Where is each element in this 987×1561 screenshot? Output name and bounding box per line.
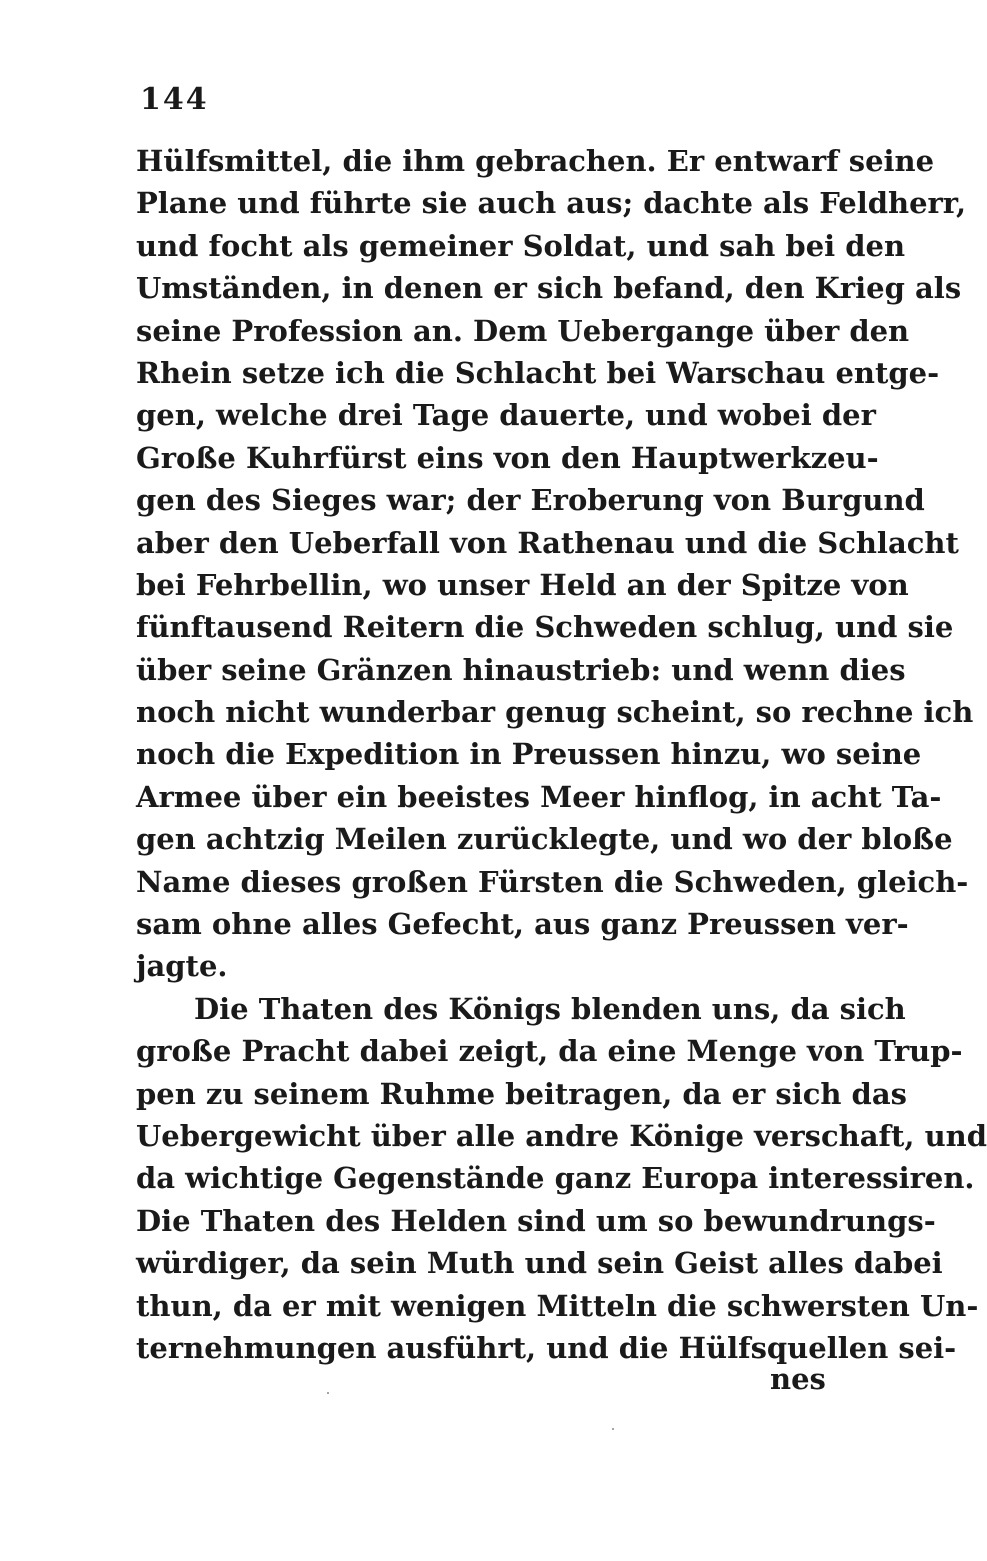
text-line: Plane und führte sie auch aus; dachte als Feldherr, bbox=[136, 186, 967, 221]
paper-speck bbox=[327, 1392, 329, 1394]
text-line: gen achtzig Meilen zurücklegte, und wo der bloße bbox=[136, 822, 953, 857]
text-line: und focht als gemeiner Soldat, und sah bei den bbox=[136, 228, 906, 263]
paragraph-end-line: jagte. bbox=[136, 949, 228, 984]
text-line: bei Fehrbellin, wo unser Held an der Spitze von bbox=[136, 567, 909, 602]
text-line: Umständen, in denen er sich befand, den Krieg als bbox=[136, 271, 962, 306]
paragraph-start-line: Die Thaten des Königs blenden uns, da sich bbox=[194, 991, 906, 1026]
text-line: Hülfsmittel, die ihm gebrachen. Er entwarf seine bbox=[136, 144, 935, 178]
text-line: fünftausend Reitern die Schweden schlug, und sie bbox=[136, 610, 954, 645]
text-line: noch die Expedition in Preussen hinzu, wo seine bbox=[136, 737, 922, 772]
text-line: aber den Ueberfall von Rathenau und die Schlacht bbox=[136, 525, 959, 560]
text-line: gen, welche drei Tage dauerte, und wobei der bbox=[136, 398, 876, 433]
paper-speck bbox=[612, 1428, 614, 1430]
page-number: 144 bbox=[140, 82, 209, 117]
text-line: über seine Gränzen hinaustrieb: und wenn dies bbox=[136, 652, 906, 687]
text-line: seine Profession an. Dem Uebergange über den bbox=[136, 313, 910, 348]
text-line: Armee über ein beeistes Meer hinflog, in acht Ta- bbox=[136, 779, 942, 814]
text-line: gen des Sieges war; der Eroberung von Burgund bbox=[136, 483, 925, 518]
text-line: große Pracht dabei zeigt, da eine Menge von Trup- bbox=[136, 1034, 963, 1069]
text-line: thun, da er mit wenigen Mitteln die schwersten Un- bbox=[136, 1288, 979, 1323]
body-text bbox=[136, 140, 987, 1369]
text-line: ternehmungen ausführt, und die Hülfsquellen sei- bbox=[136, 1330, 957, 1365]
text-line: Uebergewicht über alle andre Könige verschaft, und bbox=[136, 1118, 987, 1153]
text-line: pen zu seinem Ruhme beitragen, da er sich das bbox=[136, 1076, 907, 1111]
catchword: nes bbox=[770, 1362, 826, 1396]
text-line: Name dieses großen Fürsten die Schweden, gleich- bbox=[136, 864, 969, 899]
text-line: noch nicht wunderbar genug scheint, so rechne ich bbox=[136, 695, 974, 730]
text-line: sam ohne alles Gefecht, aus ganz Preussen ver- bbox=[136, 907, 909, 942]
text-line: da wichtige Gegenstände ganz Europa interessiren. bbox=[136, 1161, 975, 1196]
text-line: würdiger, da sein Muth und sein Geist alles dabei bbox=[136, 1246, 943, 1281]
text-line: Die Thaten des Helden sind um so bewundrungs- bbox=[136, 1203, 936, 1238]
text-line: Rhein setze ich die Schlacht bei Warschau entge- bbox=[136, 355, 940, 390]
text-line: Große Kuhrfürst eins von den Hauptwerkzeu- bbox=[136, 440, 879, 475]
